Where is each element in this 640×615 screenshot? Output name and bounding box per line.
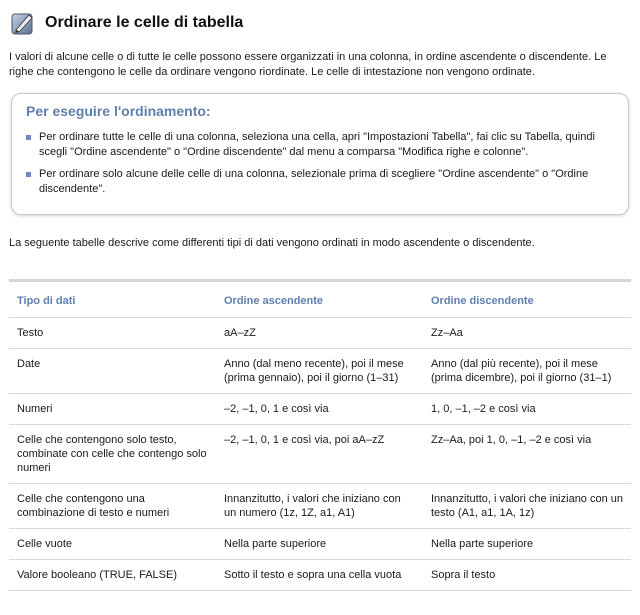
howto-title: Per eseguire l'ordinamento:	[26, 103, 211, 119]
howto-step-text: Per ordinare tutte le celle di una colonna, seleziona una cella, apri "Impostazioni Tabella", fai clic su Tabella, quindi scegli "Ordine ascendente" o "Ordine discendente" dal menu a comparsa "Modifica righe e colonne".	[39, 131, 595, 158]
table-row	[9, 349, 631, 394]
table-row	[9, 318, 631, 349]
table-cell: Anno (dal più recente), poi il mese (prima dicembre), poi il giorno (31–1)	[423, 349, 631, 394]
table-header-row	[9, 281, 631, 318]
column-header: Ordine discendente	[423, 281, 631, 318]
table-cell: Nella parte superiore	[216, 529, 423, 560]
page-header	[10, 8, 243, 38]
howto-box	[11, 93, 629, 215]
table-cell: Zz–Aa	[423, 318, 631, 349]
table-cell: –2, –1, 0, 1 e così via, poi aA–zZ	[216, 425, 423, 484]
column-header: Tipo di dati	[9, 281, 216, 318]
intro-paragraph: I valori di alcune celle o di tutte le celle possono essere organizzati in una colonna, in ordine ascendente o discendente. Le righe che contengono le celle da ordinare vengono riordinate. Le celle di intestazione non vengono ordinate.	[9, 51, 607, 78]
table-row	[9, 425, 631, 484]
bullet-square-icon	[26, 135, 31, 140]
page-title: Ordinare le celle di tabella	[45, 14, 244, 31]
table-cell: aA–zZ	[216, 318, 423, 349]
table-row	[9, 484, 631, 529]
table-cell: Date	[9, 349, 216, 394]
table-row	[9, 560, 631, 591]
column-header: Ordine ascendente	[216, 281, 423, 318]
table-cell: Innanzitutto, i valori che iniziano con un numero (1z, 1Z, a1, A1)	[216, 484, 423, 529]
table-cell: Testo	[9, 318, 216, 349]
table-cell: Nella parte superiore	[423, 529, 631, 560]
table-cell: Anno (dal meno recente), poi il mese (prima gennaio), poi il giorno (1–31)	[216, 349, 423, 394]
howto-step-text: Per ordinare solo alcune delle celle di una colonna, selezionale prima di scegliere "Ordine ascendente" o "Ordine discendente".	[39, 168, 589, 195]
table-cell: Sotto il testo e sopra una cella vuota	[216, 560, 423, 591]
table-cell: Numeri	[9, 394, 216, 425]
table-cell: Sopra il testo	[423, 560, 631, 591]
pen-icon	[10, 10, 36, 36]
table-cell: Celle che contengono una combinazione di testo e numeri	[9, 484, 216, 529]
table-cell: Zz–Aa, poi 1, 0, –1, –2 e così via	[423, 425, 631, 484]
table-cell: –2, –1, 0, 1 e così via	[216, 394, 423, 425]
table-cell: Valore booleano (TRUE, FALSE)	[9, 560, 216, 591]
list-item	[26, 167, 616, 197]
table-cell: Celle che contengono solo testo, combinate con celle che contengo solo numeri	[9, 425, 216, 484]
table-row	[9, 529, 631, 560]
table-cell: 1, 0, –1, –2 e così via	[423, 394, 631, 425]
table-cell: Innanzitutto, i valori che iniziano con un testo (A1, a1, 1A, 1z)	[423, 484, 631, 529]
table-cell: Celle vuote	[9, 529, 216, 560]
howto-list	[26, 130, 616, 204]
table-row	[9, 394, 631, 425]
table-intro: La seguente tabelle descrive come differenti tipi di dati vengono ordinati in modo ascendente o discendente.	[9, 237, 535, 249]
sort-order-table	[9, 279, 631, 591]
bullet-square-icon	[26, 172, 31, 177]
list-item	[26, 130, 616, 160]
